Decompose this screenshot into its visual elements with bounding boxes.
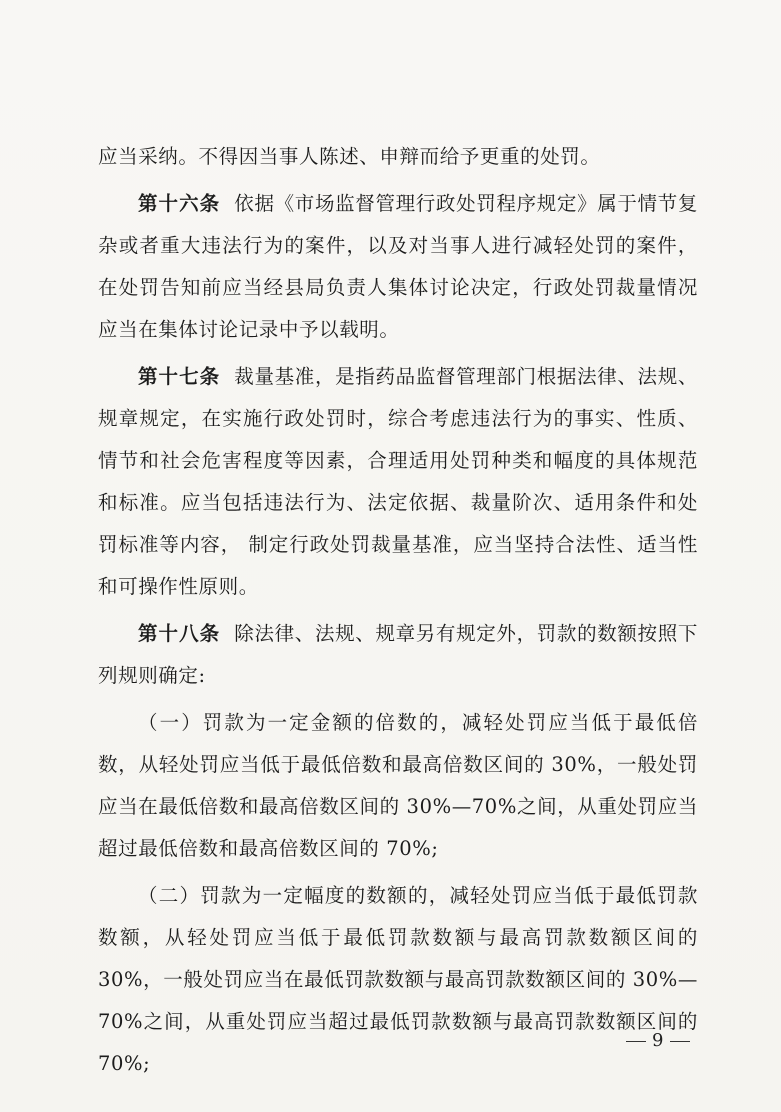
article-16-paragraph	[98, 183, 698, 351]
page-number-left-dash	[626, 1041, 646, 1042]
article-16-number: 第十六条	[138, 192, 221, 215]
article-16-text: 依据《市场监督管理行政处罚程序规定》属于情节复杂或者重大违法行为的案件，以及对当事人进行减轻处罚的案件，在处罚告知前应当经县局负责人集体讨论决定，行政处罚裁量情况应当在集体讨论记录中予以载明。	[98, 192, 698, 341]
article-18-text: 除法律、法规、规章另有规定外，罚款的数额按照下列规则确定:	[98, 622, 698, 687]
document-body	[98, 136, 698, 1085]
article-17-number: 第十七条	[138, 365, 221, 388]
article-17-paragraph	[98, 356, 698, 608]
page-number	[620, 1030, 696, 1051]
item-1-paragraph: （一）罚款为一定金额的倍数的，减轻处罚应当低于最低倍数，从轻处罚应当低于最低倍数和最高倍数区间的 30%，一般处罚应当在最低倍数和最高倍数区间的 30%—70%之间，从重处罚应当超过最低倍数和最高倍数区间的 70%;	[98, 711, 698, 860]
article-17-text: 裁量基准，是指药品监督管理部门根据法律、法规、规章规定，在实施行政处罚时，综合考虑违法行为的事实、性质、情节和社会危害程度等因素，合理适用处罚种类和幅度的具体规范和标准。应当包括违法行为、法定依据、裁量阶次、适用条件和处罚标准等内容， 制定行政处罚裁量基准，应当坚持合法性、适当性和可操作性原则。	[98, 365, 698, 598]
item-2-paragraph: （二）罚款为一定幅度的数额的，减轻处罚应当低于最低罚款数额，从轻处罚应当低于最低罚款数额与最高罚款数额区间的 30%，一般处罚应当在最低罚款数额与最高罚款数额区间的 30%—70%之间，从重处罚应当超过最低罚款数额与最高罚款数额区间的 70%;	[98, 884, 698, 1075]
page-number-value: 9	[652, 1030, 665, 1051]
article-18-number: 第十八条	[138, 622, 221, 645]
continuation-paragraph: 应当采纳。不得因当事人陈述、申辩而给予更重的处罚。	[98, 145, 601, 168]
page-number-right-dash	[670, 1041, 690, 1042]
article-18-paragraph	[98, 613, 698, 697]
